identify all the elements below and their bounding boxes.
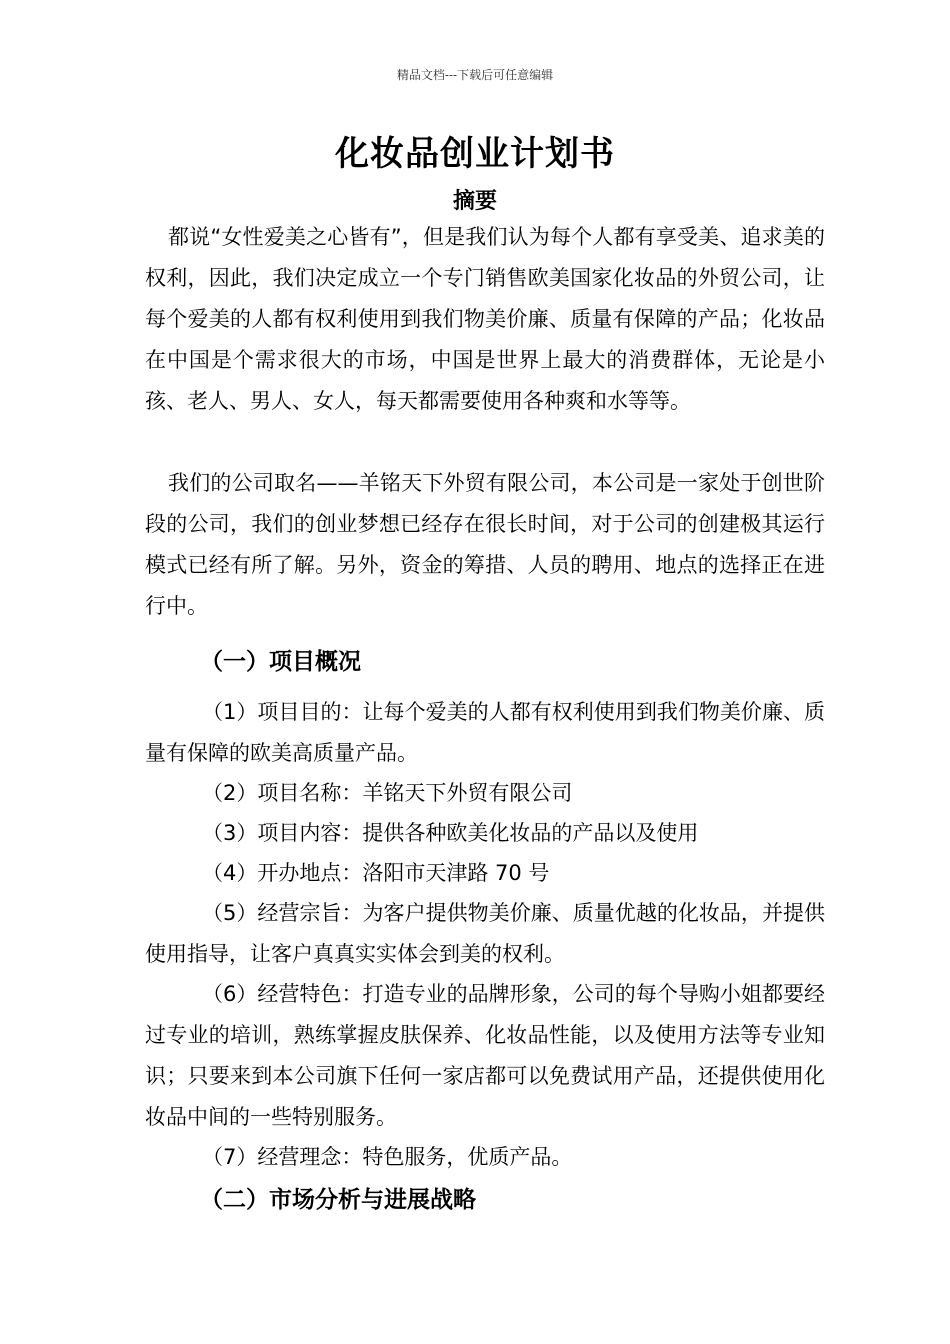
section-heading-overview: （一）项目概况 [200,649,361,675]
section-heading-market: （二）市场分析与进展战略 [200,1187,476,1213]
overview-item-3: （3）项目内容：提供各种欧美化妆品的产品以及使用 [202,821,699,845]
overview-item-6: （6）经营特色：打造专业的品牌形象，公司的每个导购小姐都要经过专业的培训，熟练掌握皮肤保养、化妆品性能，以及使用方法等专业知识；只要来到本公司旗下任何一家店都可以免费试用产品，还提供使用化妆品中间的一些特别服务。 [145,982,825,1129]
document-title: 化妆品创业计划书 [335,134,615,174]
overview-item-2: （2）项目名称：羊铭天下外贸有限公司 [202,781,573,805]
abstract-paragraph-1: 都说“女性爱美之心皆有”，但是我们认为每个人都有享受美、追求美的权利，因此，我们决定成立一个专门销售欧美国家化妆品的外贸公司，让每个爱美的人都有权利使用到我们物美价廉、质量有保障的产品；化妆品在中国是个需求很大的市场，中国是世界上最大的消费群体，无论是小孩、老人、男人、女人，每天都需要使用各种爽和水等等。 [145,225,825,413]
abstract-heading: 摘要 [452,189,497,214]
overview-item-4: （4）开办地点：洛阳市天津路 70 号 [202,861,550,885]
overview-item-7: （7）经营理念：特色服务，优质产品。 [202,1145,573,1169]
abstract-paragraph-2: 我们的公司取名——羊铭天下外贸有限公司，本公司是一家处于创世阶段的公司，我们的创业梦想已经存在很长时间，对于公司的创建极其运行模式已经有所了解。另外，资金的筹措、人员的聘用、地点的选择正在进行中。 [145,471,825,618]
overview-item-5: （5）经营宗旨：为客户提供物美价廉、质量优越的化妆品，并提供使用指导，让客户真真实实体会到美的权利。 [145,901,825,966]
header-note: 精品文档---下载后可任意编辑 [396,68,554,82]
overview-item-1: （1）项目目的：让每个爱美的人都有权利使用到我们物美价廉、质量有保障的欧美高质量产品。 [145,700,825,765]
